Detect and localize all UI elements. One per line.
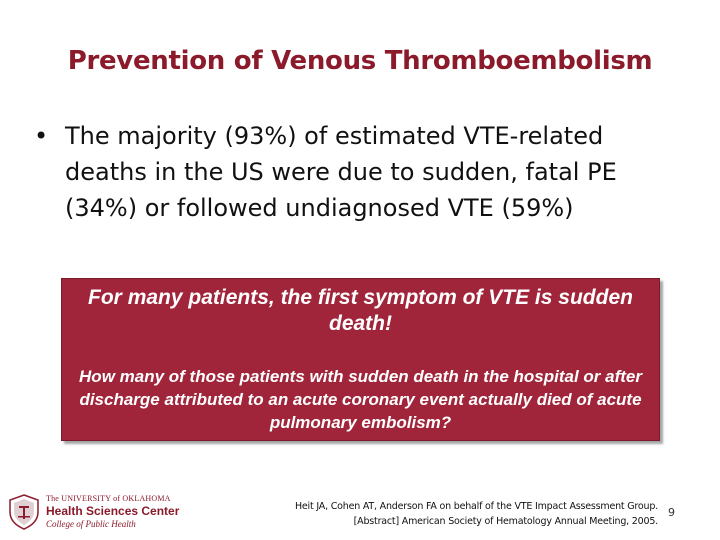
logo-center-name: Health Sciences Center: [46, 504, 180, 518]
bullet-point: [34, 118, 684, 226]
logo-college-name: College of Public Health: [46, 519, 136, 529]
university-logo: [8, 493, 180, 531]
slide-title: Prevention of Venous Thromboembolism: [67, 46, 653, 76]
callout-box: [61, 278, 660, 441]
bullet-text: The majority (93%) of estimated VTE-related deaths in the US were due to sudden, fatal PE (34%) or followed undiagnosed VTE (59%): [65, 122, 617, 222]
university-seal-icon: [8, 494, 40, 530]
bullet-marker: •: [34, 122, 49, 150]
citation-line-2: [Abstract] American Society of Hematology Annual Meeting, 2005.: [353, 516, 658, 527]
logo-university-name: The UNIVERSITY of OKLAHOMA: [46, 494, 171, 503]
citation-line-1: Heit JA, Cohen AT, Anderson FA on behalf of the VTE Impact Assessment Group.: [294, 501, 658, 512]
callout-question-text: How many of those patients with sudden death in the hospital or after discharge attributed to an acute coronary event actually died of acute pulmonary embolism?: [79, 367, 642, 432]
callout-main-text: For many patients, the first symptom of VTE is sudden death!: [88, 286, 633, 335]
page-number: 9: [668, 506, 675, 519]
citation: [240, 499, 658, 529]
